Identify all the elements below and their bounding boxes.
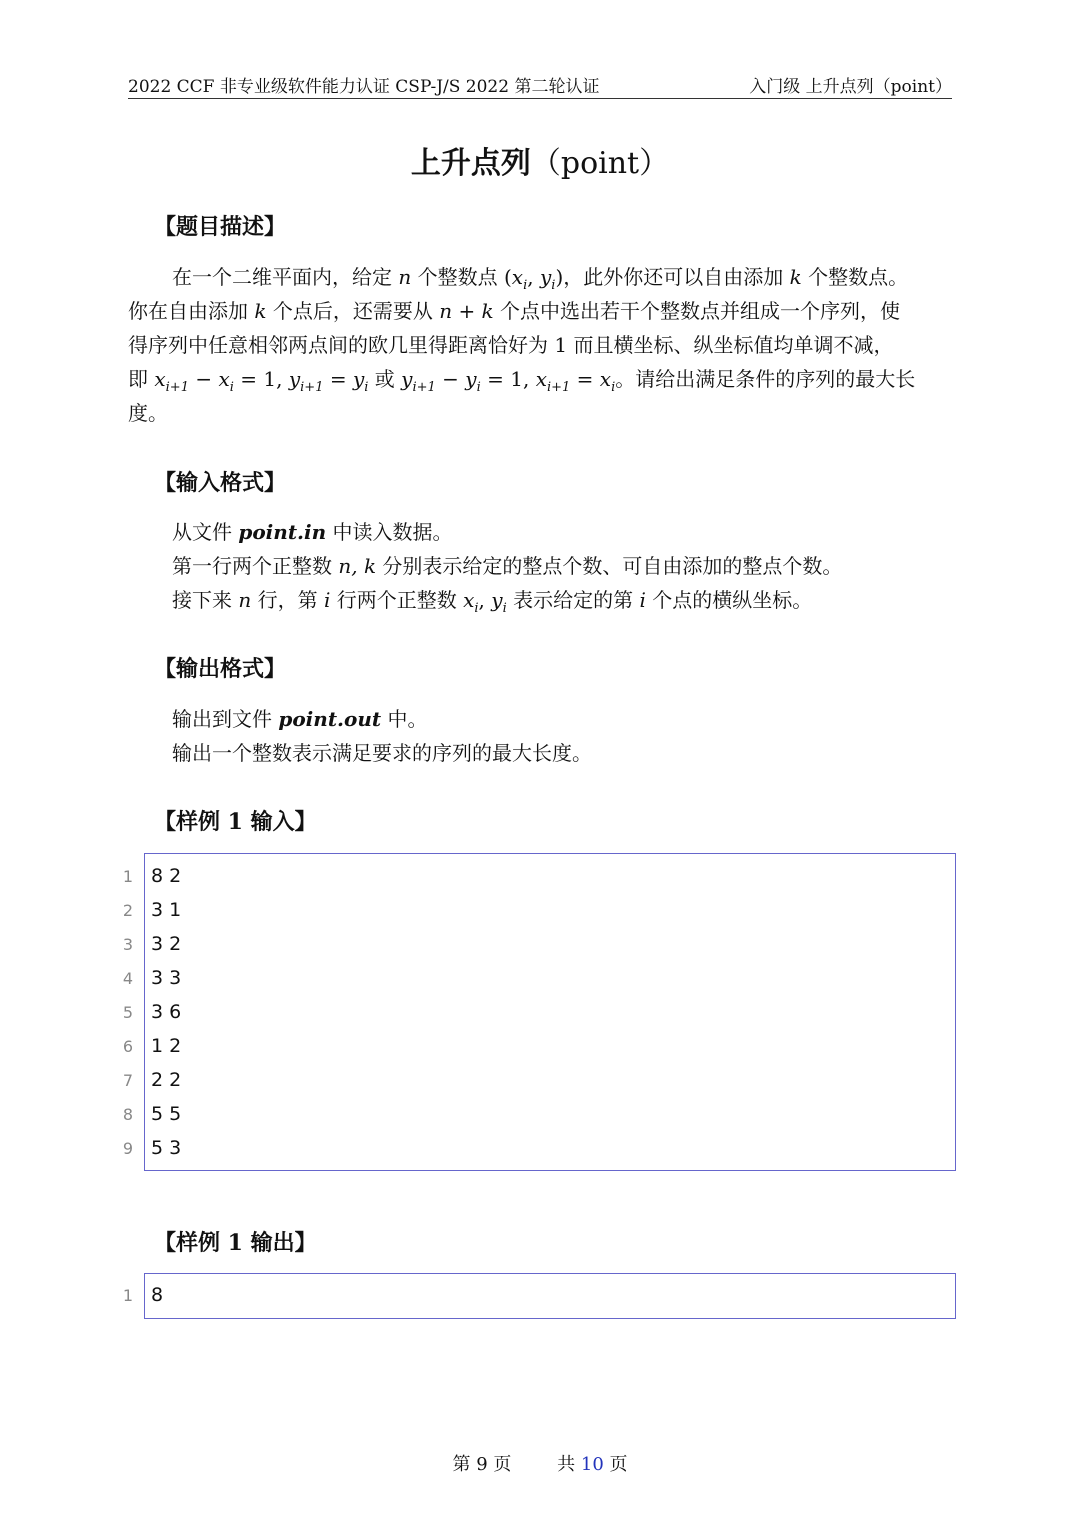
input-line-2: 第一行两个正整数 n, k 分别表示给定的整点个数、可自由添加的整点个数。 [172,554,843,578]
description-line-5: 度。 [128,401,168,425]
section-output-heading: 【输出格式】 [154,656,287,682]
code-line [122,1030,955,1064]
code-text: 2 2 [151,1069,182,1091]
code-line [122,996,955,1030]
code-line [122,962,955,996]
code-line [122,860,955,894]
code-line [122,1132,955,1166]
code-text: 3 1 [151,899,182,921]
output-line-2: 输出一个整数表示满足要求的序列的最大长度。 [172,741,592,765]
header-left: 2022 CCF 非专业级软件能力认证 CSP-J/S 2022 第二轮认证 [128,77,600,97]
title-en: （point） [530,146,670,181]
code-line [122,1098,955,1132]
footer-total-link[interactable]: 10 [580,1454,604,1475]
line-number: 4 [122,969,133,988]
description-line-3: 得序列中任意相邻两点间的欧几里得距离恰好为 1 而且横坐标、纵坐标值均单调不减， [128,333,894,357]
input-line-3: 接下来 n 行，第 i 行两个正整数 $x_i$, $y_i$ 表示给定的第 i 个点的横纵坐标。 [172,588,813,616]
code-text: 8 2 [151,865,182,887]
code-text: 5 3 [151,1137,182,1159]
line-number: 1 [122,1286,133,1305]
sample-output-box [122,1273,956,1319]
code-line [122,1064,955,1098]
code-text: 3 2 [151,933,182,955]
page-footer: 第 9 页 共 10 页 [452,1454,628,1475]
line-number: 9 [122,1139,133,1158]
code-line [122,928,955,962]
title-cn: 上升点列 [410,146,531,181]
code-text: 1 2 [151,1035,182,1057]
code-line [122,1279,955,1313]
section-sample-output-heading: 【样例 1 输出】 [154,1230,317,1256]
code-text: 3 3 [151,967,182,989]
description-line-2: 你在自由添加 k 个点后，还需要从 n + k 个点中选出若干个整数点并组成一个序列，使 [128,299,901,323]
code-text: 3 6 [151,1001,182,1023]
header-right: 入门级 上升点列（point） [749,77,952,97]
line-number: 5 [122,1003,133,1022]
code-line [122,894,955,928]
description-line-1: 在一个二维平面内，给定 n 个整数点 ($x_i$, $y_i$)，此外你还可以自由添加 k 个整数点。 [172,265,909,293]
line-number: 1 [122,867,133,886]
input-line-1: 从文件 point.in 中读入数据。 [172,520,453,544]
output-line-1: 输出到文件 point.out 中。 [172,707,428,731]
page-header [128,70,952,99]
line-number: 2 [122,901,133,920]
page-title [0,138,1080,182]
footer-page: 第 9 页 [452,1454,512,1475]
code-text: 5 5 [151,1103,182,1125]
sample-input-box [122,853,956,1171]
section-sample-input-heading: 【样例 1 输入】 [154,809,317,835]
section-description-heading: 【题目描述】 [154,214,287,240]
line-number: 7 [122,1071,133,1090]
section-input-heading: 【输入格式】 [154,470,287,496]
line-number: 6 [122,1037,133,1056]
code-text: 8 [151,1284,164,1306]
line-number: 8 [122,1105,133,1124]
description-line-4: 即 $x_{i+1} - x_i = 1$, $y_{i+1} = y_i$ 或 $y_{i+1} - y_i = 1$, $x_{i+1} = x_i$。请给出满足条件的序列的最大长 [128,367,916,395]
line-number: 3 [122,935,133,954]
